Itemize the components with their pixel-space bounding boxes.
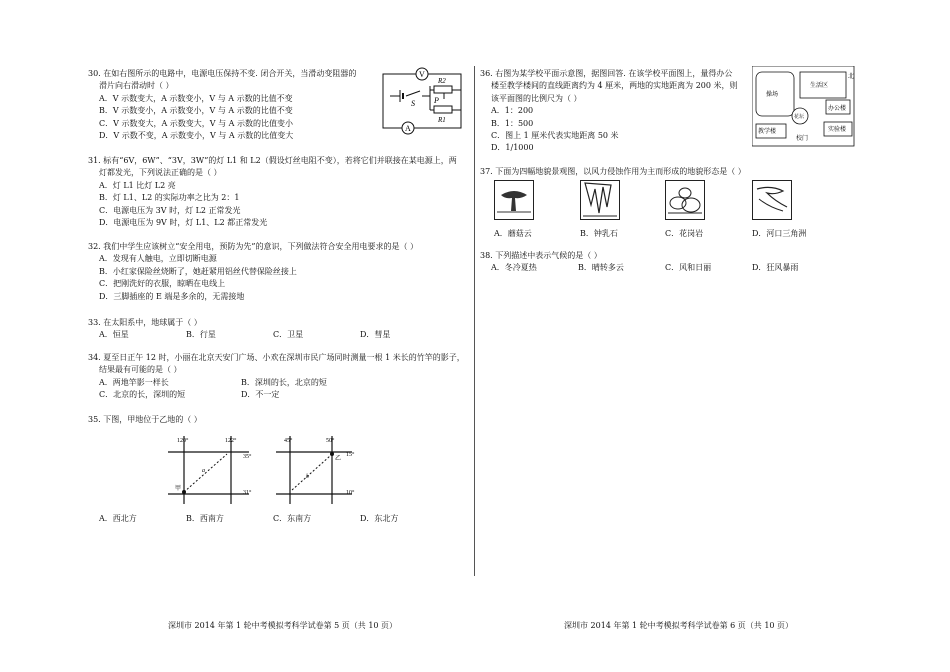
question-35-options	[99, 513, 447, 525]
question-31-option-b: B．灯 L1、L2 的实际功率之比为 2：1	[99, 193, 240, 203]
map2-lat-bottom: 10°	[346, 490, 355, 496]
office-label: 办公楼	[828, 106, 847, 112]
question-37-stem-1: 37. 下面为四幅地貌景观图，以风力侵蚀作用为主而形成的地貌形态是（ ）	[480, 167, 746, 176]
question-32	[88, 241, 418, 303]
question-34-option-d: D．不一定	[241, 390, 280, 400]
question-36-stem-3: 该平面图的比例尺为（ ）	[491, 93, 582, 103]
map2-lat-top: 15°	[346, 452, 355, 458]
living-area-label: 生活区	[810, 83, 829, 89]
landform-image-granite	[665, 180, 705, 220]
circuit-diagram	[378, 66, 468, 136]
question-37-option-b: B．钟乳石	[580, 229, 618, 238]
question-30-option-a: A．V 示数变大，A 示数变小，V 与 A 示数的比值不变	[99, 93, 293, 103]
question-32-option-c: C．把刚洗好的衣服，晾晒在电线上	[99, 279, 226, 289]
question-36-option-b: B．1：500	[491, 118, 534, 128]
question-33	[88, 317, 447, 342]
question-30-option-c: C．V 示数变大，A 示数变大，V 与 A 示数的比值变小	[99, 118, 293, 128]
question-35-option-a: A．西北方	[99, 514, 137, 523]
slider-label: P	[434, 96, 439, 105]
question-31-option-a: A．灯 L1 比灯 L2 亮	[99, 180, 176, 190]
question-34-stem-2: 结果最有可能的是（ ）	[99, 365, 182, 375]
map2-lon-left: 45°	[284, 438, 293, 444]
question-30-stem-2: 滑片向右滑动时（ ）	[99, 81, 174, 91]
question-35-option-b: B．西南方	[186, 514, 224, 523]
question-31-stem-1: 31. 标有“6V，6W”、“3V，3W”的灯 L1 和 L2（假设灯丝电阻不变），若将它们并联接在某电源上，两	[88, 156, 457, 165]
school-plan-map	[752, 66, 856, 148]
page-5-footer: 深圳市 2014 年第 1 轮中考模拟考科学试卷第 5 页（共 10 页）	[168, 621, 398, 630]
switch-label: S	[411, 99, 415, 108]
question-38-stem-1: 38. 下列描述中表示气候的是（ ）	[480, 251, 602, 260]
map1-lat-top: 35°	[243, 454, 252, 460]
question-33-option-a: A．恒星	[99, 330, 129, 340]
question-36-option-d: D．1/1000	[491, 143, 534, 153]
question-37-option-a: A．蘑菇云	[494, 229, 532, 238]
question-30-option-d: D．V 示数不变，A 示数变小，V 与 A 示数的比值变大	[99, 130, 294, 140]
question-33-option-b: B．行星	[186, 330, 216, 340]
lab-label: 实验楼	[828, 127, 847, 133]
map1-point-label: 甲	[175, 486, 182, 492]
question-38-option-b: B．晴转多云	[578, 263, 624, 273]
question-36-option-c: C．图上 1 厘米代表实地距离 50 米	[491, 130, 619, 140]
map1-lon-left: 120°	[177, 438, 189, 444]
question-34-option-b: B．深圳的长，北京的短	[241, 377, 327, 387]
r2-label: R2	[438, 77, 446, 85]
question-38-option-c: C．风和日丽	[665, 263, 712, 273]
question-38-option-d: D．狂风暴雨	[752, 263, 799, 273]
question-33-option-d: D．彗星	[360, 330, 391, 340]
ammeter-label: A	[405, 124, 411, 133]
question-38	[480, 250, 839, 275]
question-32-option-b: B．小红家保险丝烧断了，她赶紧用铝丝代替保险丝接上	[99, 266, 297, 276]
lat-lon-grid-1	[165, 432, 265, 508]
map2-point-label: 乙	[335, 456, 342, 462]
question-36	[480, 68, 738, 155]
question-36-option-a: A．1：200	[491, 106, 534, 116]
map2-lon-right: 50°	[326, 438, 335, 444]
question-32-option-d: D．三脚插座的 E 端是多余的，无需接地	[99, 291, 245, 301]
question-30-stem-1: 30. 在如右图所示的电路中，电源电压保持不变. 闭合开关，当滑动变阻器的	[88, 69, 357, 78]
question-34-option-c: C．北京的长，深圳的短	[99, 390, 186, 400]
question-35-option-c: C．东南方	[273, 514, 312, 523]
question-32-option-a: A．发现有人触电，立即切断电源	[99, 254, 217, 264]
teaching-label: 教学楼	[758, 129, 777, 135]
flower-bed-label: 花坛	[794, 115, 805, 120]
landform-image-stalactite	[580, 180, 620, 220]
question-32-stem-1: 32. 我们中学生应该树立“安全用电，预防为先”的意识，下列做法符合安全用电要求的是（ ）	[88, 242, 418, 251]
question-31-option-d: D．电源电压为 9V 时，灯 L1、L2 都正常发光	[99, 217, 268, 227]
page-6-footer: 深圳市 2014 年第 1 轮中考模拟考科学试卷第 6 页（共 10 页）	[564, 621, 794, 630]
question-36-stem-1: 36. 右图为某学校平面示意图，据图回答. 在该学校平面图上，量得办公	[480, 69, 733, 78]
voltmeter-label: V	[419, 70, 425, 79]
map1-line-label: a	[202, 468, 205, 474]
question-31-option-c: C．电源电压为 3V 时，灯 L2 正常发光	[99, 205, 241, 215]
question-35-stem-1: 35. 下图，甲地位于乙地的（ ）	[88, 415, 202, 424]
question-35-option-d: D．东北方	[360, 514, 399, 523]
map1-lat-bottom: 31°	[243, 490, 252, 496]
map2-line-label: b	[306, 474, 309, 480]
lat-lon-grid-2	[276, 432, 376, 508]
question-36-stem-2: 楼至教学楼间的直线距离约为 4 厘米，两地的实地距离为 200 米，则	[491, 81, 738, 91]
question-34	[88, 352, 465, 402]
question-31-stem-2: 灯都发光，下列说法正确的是（ ）	[99, 168, 222, 178]
question-35	[88, 414, 202, 426]
r1-label: R1	[438, 116, 446, 124]
question-34-option-a: A．两地竿影一样长	[99, 377, 169, 387]
question-34-stem-1: 34. 夏至日正午 12 时，小丽在北京天安门广场、小欢在深圳市民广场同时测量一根 1 米长的竹竿的影子，	[88, 353, 465, 362]
north-arrow-label: 北	[848, 74, 855, 80]
page-divider	[474, 66, 475, 576]
landform-image-delta	[752, 180, 792, 220]
question-31	[88, 155, 457, 229]
question-30	[88, 68, 356, 142]
question-37-option-d: D．河口三角洲	[752, 229, 807, 238]
r2-resistor	[434, 86, 452, 93]
question-38-option-a: A．冬冷夏热	[491, 263, 537, 273]
question-30-option-b: B．V 示数变小，A 示数变小，V 与 A 示数的比值不变	[99, 106, 293, 116]
question-37-option-c: C．花岗岩	[665, 229, 704, 238]
landform-image-mushroom-rock	[494, 180, 534, 220]
question-33-stem-1: 33. 在太阳系中，地球属于（ ）	[88, 318, 202, 327]
playground-label: 操场	[766, 92, 779, 98]
r1-resistor	[434, 106, 452, 113]
question-33-option-c: C．卫星	[273, 330, 304, 340]
gate-label: 校门	[796, 136, 809, 142]
map1-lon-right: 122°	[225, 438, 237, 444]
question-37	[480, 166, 746, 178]
